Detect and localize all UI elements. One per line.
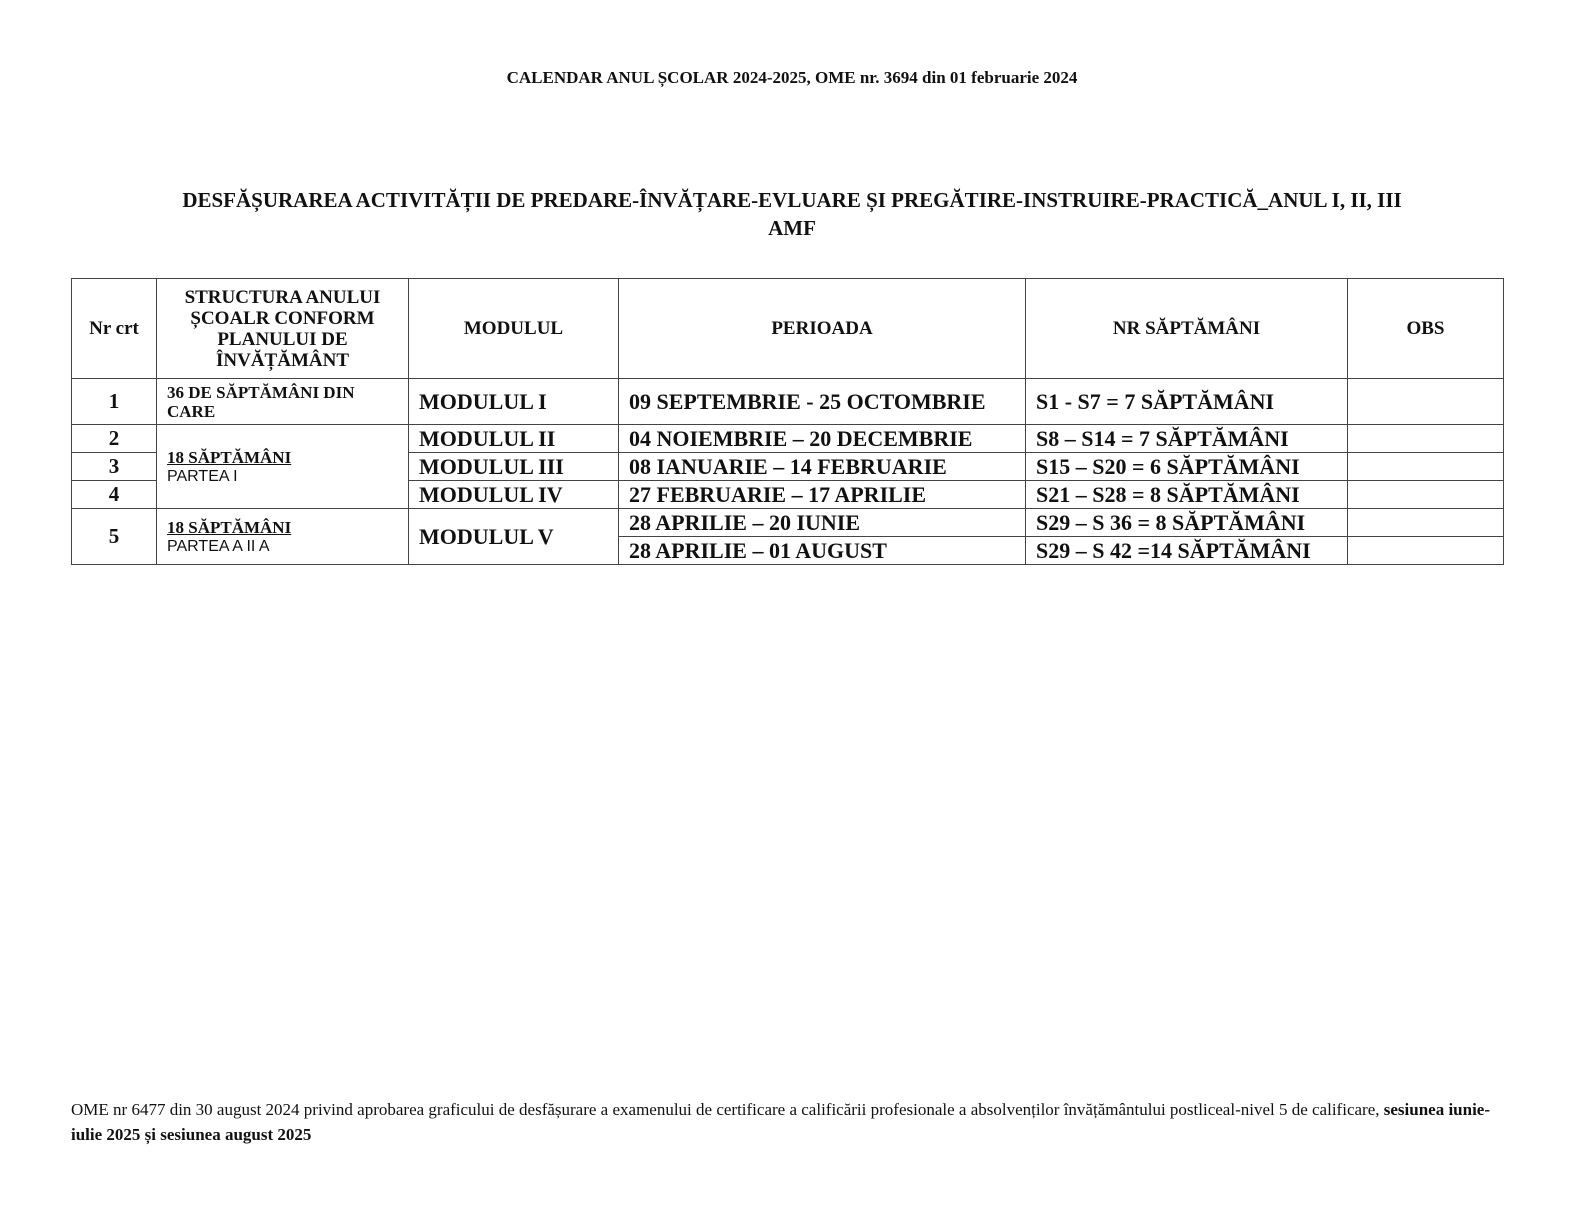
row-obs [1348, 509, 1504, 537]
row-module: MODULUL III [409, 453, 619, 481]
structure-total-text: 36 DE SĂPTĂMÂNI DIN CARE [167, 382, 355, 421]
header-structure: STRUCTURA ANULUI ȘCOALR CONFORM PLANULUI DE ÎNVĂȚĂMÂNT [157, 279, 409, 379]
row-nr: 4 [72, 481, 157, 509]
row-nr: 1 [72, 379, 157, 425]
footer-text: OME nr 6477 din 30 august 2024 privind aprobarea graficului de desfășurare a examenului de certificare a calificării profesionale a absolvenților învățământului postliceal-nivel 5 de calificare, [71, 1100, 1384, 1119]
row-obs [1348, 379, 1504, 425]
part-1-label: PARTEA I [167, 467, 238, 485]
row-nr: 3 [72, 453, 157, 481]
header-nr: Nr crt [72, 279, 157, 379]
row-period: 27 FEBRUARIE – 17 APRILIE [619, 481, 1026, 509]
title-line-1: DESFĂȘURAREA ACTIVITĂȚII DE PREDARE-ÎNVĂȚARE-EVLUARE ȘI PREGĂTIRE-INSTRUIRE-PRACTICĂ_ANUL I, II, III [182, 188, 1402, 212]
row-weeks: S8 – S14 = 7 SĂPTĂMÂNI [1026, 425, 1348, 453]
row-weeks: S21 – S28 = 8 SĂPTĂMÂNI [1026, 481, 1348, 509]
table-header-row [72, 279, 1504, 379]
row-weeks-alt: S29 – S 42 =14 SĂPTĂMÂNI [1026, 537, 1348, 565]
part-1-weeks: 18 SĂPTĂMÂNI [167, 447, 292, 467]
row-weeks: S1 - S7 = 7 SĂPTĂMÂNI [1026, 379, 1348, 425]
row-obs-alt [1348, 537, 1504, 565]
header-module: MODULUL [409, 279, 619, 379]
header-period: PERIOADA [619, 279, 1026, 379]
row-module: MODULUL IV [409, 481, 619, 509]
structure-part-2 [157, 509, 409, 565]
row-obs [1348, 425, 1504, 453]
row-weeks: S15 – S20 = 6 SĂPTĂMÂNI [1026, 453, 1348, 481]
structure-part-1 [157, 425, 409, 509]
part-2-weeks: 18 SĂPTĂMÂNI [167, 517, 292, 537]
row-module: MODULUL I [409, 379, 619, 425]
row-period: 08 IANUARIE – 14 FEBRUARIE [619, 453, 1026, 481]
row-obs [1348, 481, 1504, 509]
row-period: 04 NOIEMBRIE – 20 DECEMBRIE [619, 425, 1026, 453]
footer-bold-text: sesiunea iunie-iulie 2025 și sesiunea august 2025 [71, 1100, 1491, 1144]
footer-note [71, 1097, 1501, 1147]
header-obs: OBS [1348, 279, 1504, 379]
document-header: CALENDAR ANUL ȘCOLAR 2024-2025, OME nr. 3694 din 01 februarie 2024 [506, 68, 1078, 87]
part-2-label: PARTEA A II A [167, 537, 270, 555]
row-module: MODULUL V [409, 509, 619, 565]
row-period-alt: 28 APRILIE – 01 AUGUST [619, 537, 1026, 565]
table-row [72, 509, 1504, 537]
document-title [80, 186, 1504, 242]
schedule-table [71, 278, 1504, 565]
title-line-2: AMF [768, 216, 816, 240]
row-period: 28 APRILIE – 20 IUNIE [619, 509, 1026, 537]
table-row [72, 379, 1504, 425]
row-nr: 5 [72, 509, 157, 565]
row-weeks: S29 – S 36 = 8 SĂPTĂMÂNI [1026, 509, 1348, 537]
row-obs [1348, 453, 1504, 481]
table-row [72, 425, 1504, 453]
header-weeks: NR SĂPTĂMÂNI [1026, 279, 1348, 379]
structure-total [157, 379, 409, 425]
row-module: MODULUL II [409, 425, 619, 453]
row-nr: 2 [72, 425, 157, 453]
row-period: 09 SEPTEMBRIE - 25 OCTOMBRIE [619, 379, 1026, 425]
